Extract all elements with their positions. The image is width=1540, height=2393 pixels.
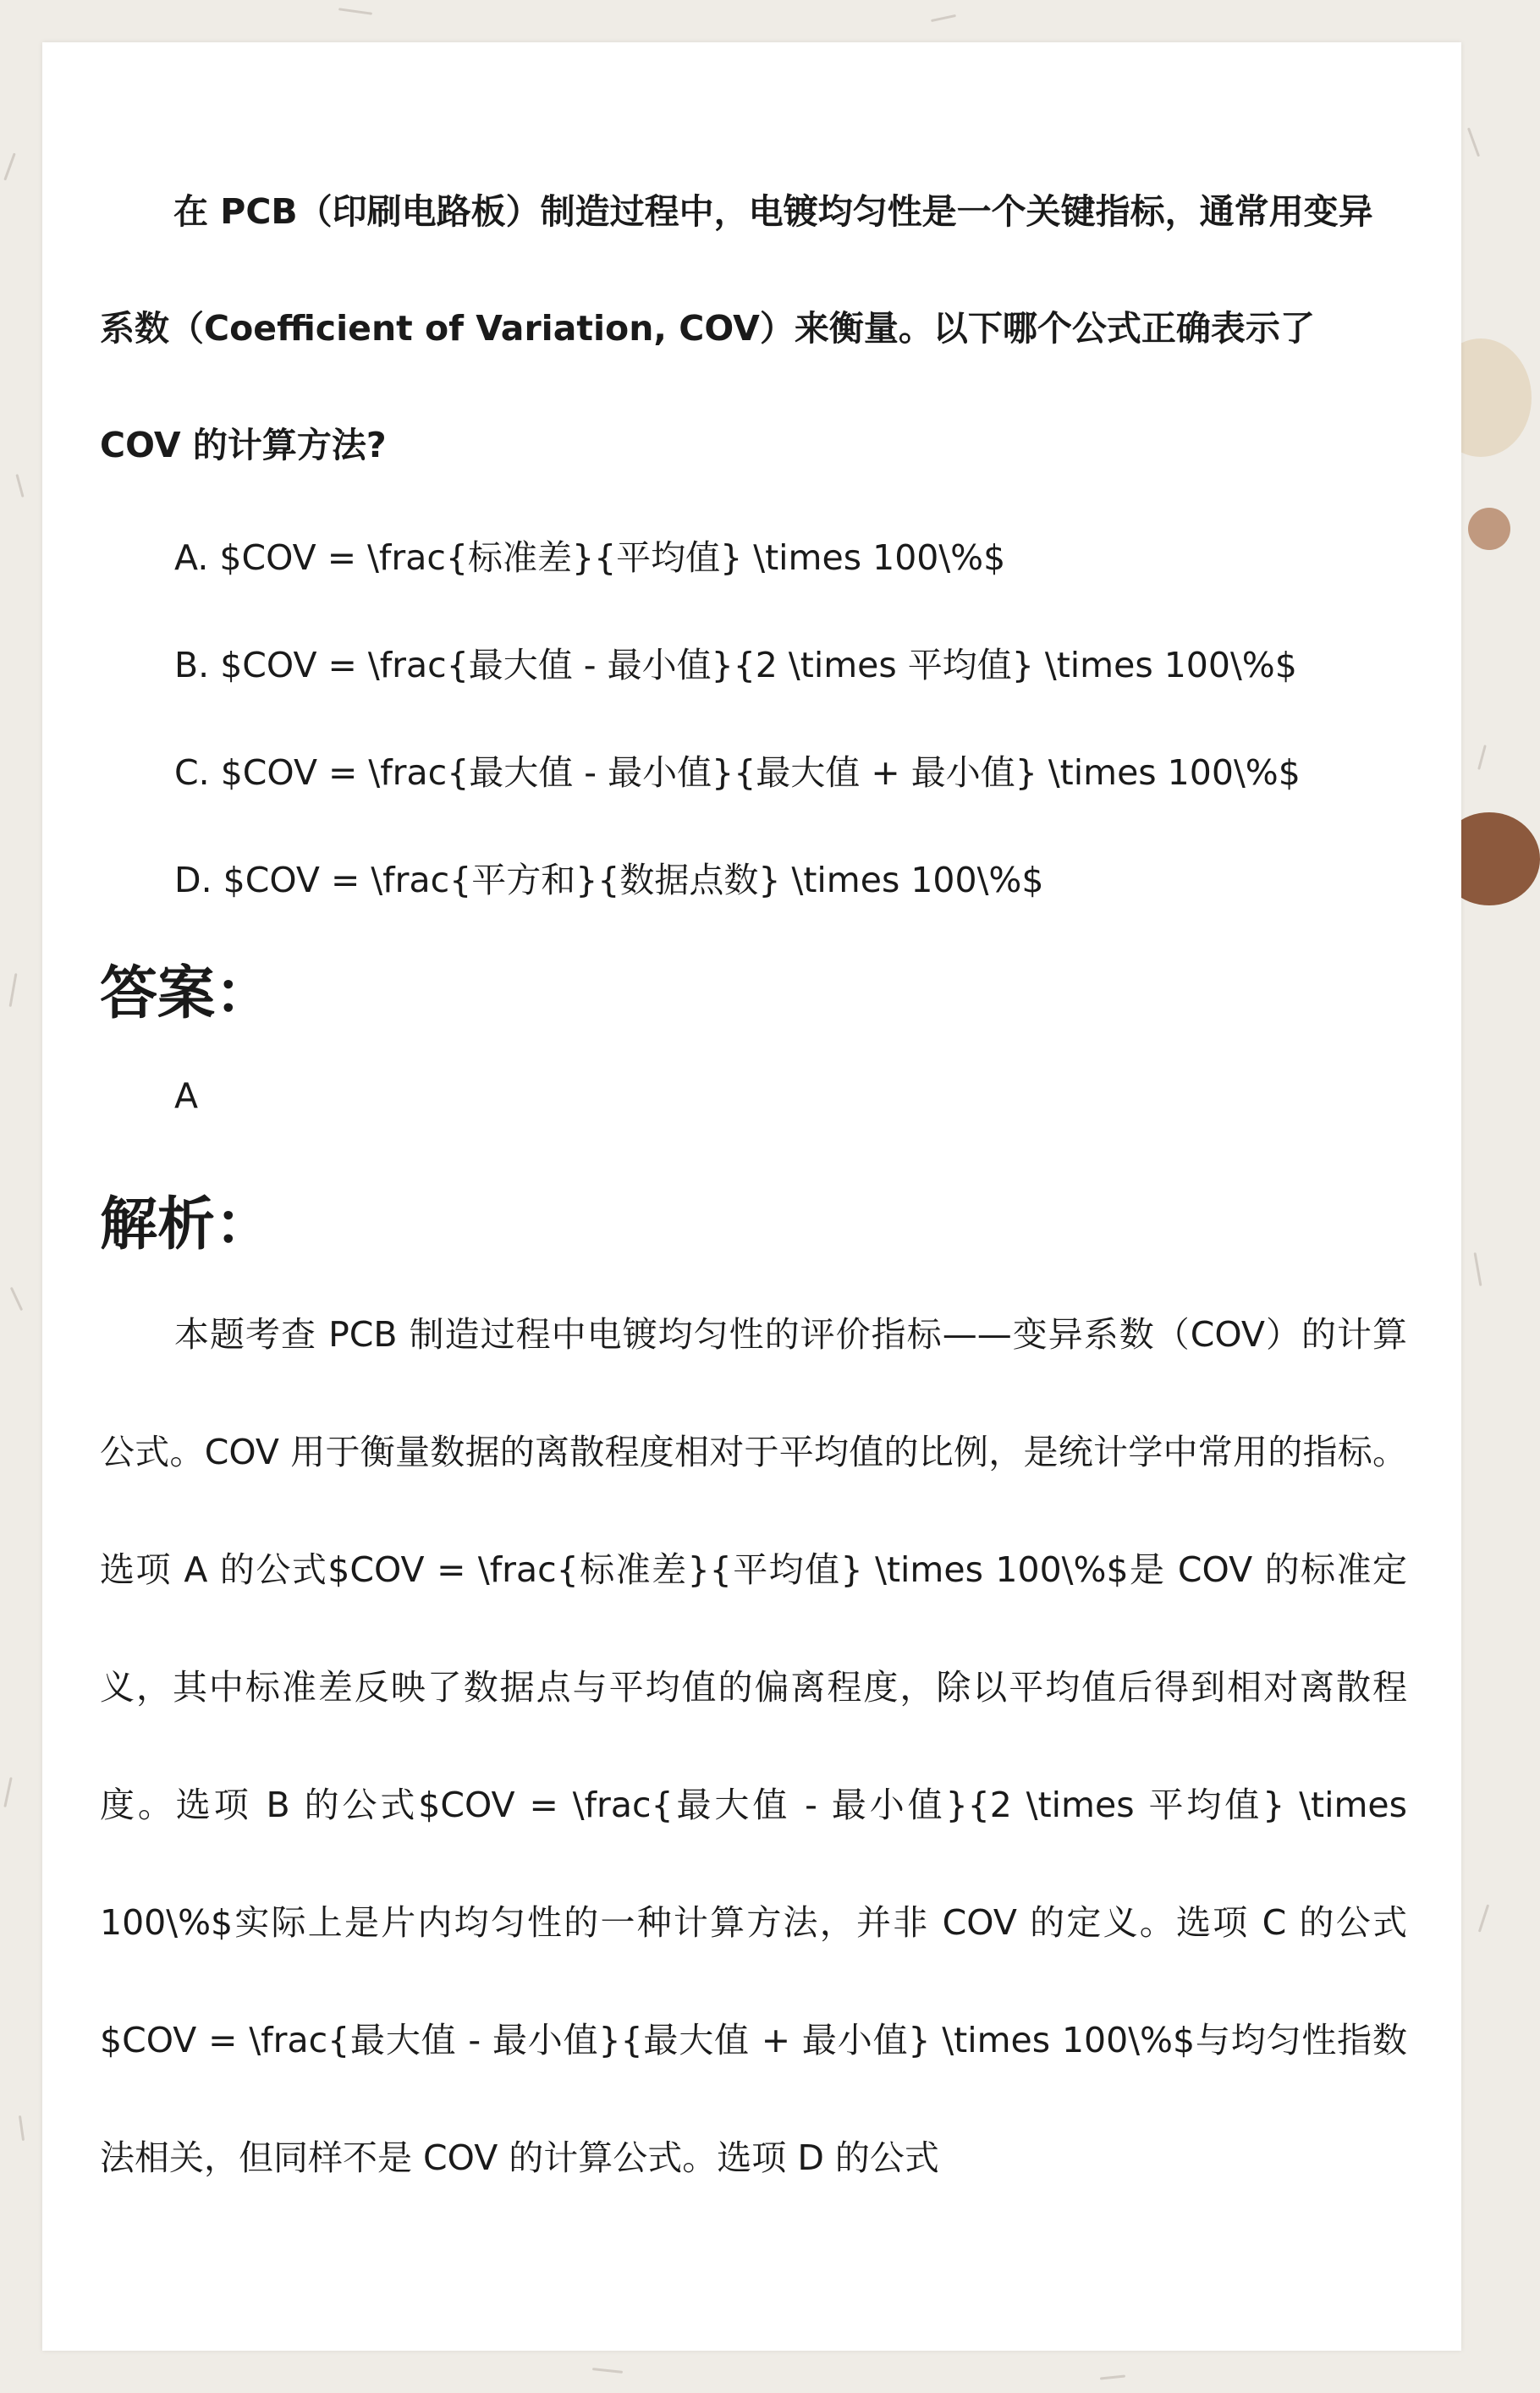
options-list	[100, 504, 1407, 934]
bg-scratch	[1477, 745, 1487, 770]
bg-scratch	[9, 973, 18, 1007]
option-d: D. $COV = \frac{平方和}{数据点数} \times 100\%$	[174, 860, 1044, 900]
question-text: 在 PCB（印刷电路板）制造过程中，电镀均匀性是一个关键指标，通常用变异系数（Coefficient of Variation, COV）来衡量。以下哪个公式正确表示了 COV 的计算方法?	[100, 191, 1373, 465]
bg-scratch	[3, 1777, 12, 1807]
answer-heading: 答案：	[100, 960, 273, 1027]
option-a: A. $COV = \frac{标准差}{平均值} \times 100\%$	[174, 537, 1006, 578]
bg-scratch	[1478, 1904, 1489, 1932]
bg-scratch	[1100, 2374, 1125, 2379]
bg-scratch	[10, 1287, 23, 1311]
document-body	[100, 42, 1407, 2178]
bg-scratch	[338, 8, 372, 15]
bg-scratch	[1474, 1252, 1482, 1286]
bg-scratch	[592, 2368, 623, 2374]
bg-scratch	[3, 153, 15, 181]
answer-value: A	[174, 1075, 199, 1116]
analysis-text: 本题考查 PCB 制造过程中电镀均匀性的评价指标——变异系数（COV）的计算公式。COV 用于衡量数据的离散程度相对于平均值的比例，是统计学中常用的指标。选项 A 的公式$COV = \frac{标准差}{平均值} \times 100\%$是 COV 的标准定义，其中标准差反映了数据点与平均值的偏离程度，除以平均值后得到相对离散程度。选项 B 的公式$COV = \frac{最大值 - 最小值}{2 \times 平均值} \times 100\%$实际上是片内均匀性的一种计算方法，并非 COV 的定义。选项 C 的公式$COV = \frac{最大值 - 最小值}{最大值 + 最小值} \times 100\%$与均匀性指数法相关，但同样不是 COV 的计算公式。选项 D 的公式	[100, 1314, 1407, 2178]
analysis-heading: 解析：	[100, 1191, 273, 1258]
bg-brown-stain	[1468, 508, 1510, 550]
bg-scratch	[15, 474, 24, 498]
option-b: B. $COV = \frac{最大值 - 最小值}{2 \times 平均值} \times 100\%$	[174, 645, 1297, 685]
option-c: C. $COV = \frac{最大值 - 最小值}{最大值 + 最小值} \times 100\%$	[174, 752, 1301, 793]
bg-scratch	[931, 14, 956, 22]
content-card	[42, 42, 1461, 2351]
bg-scratch	[1467, 128, 1480, 157]
bg-scratch	[19, 2115, 25, 2141]
